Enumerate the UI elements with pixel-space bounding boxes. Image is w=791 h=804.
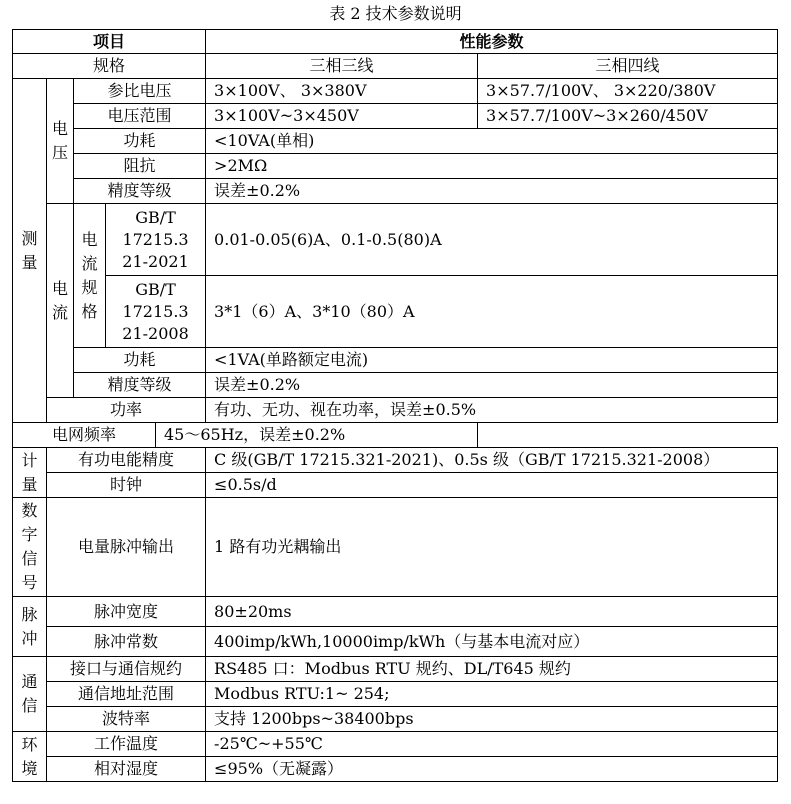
current-2008-value: 3*1（6）A、3*10（80）A [206, 276, 778, 348]
current-accuracy-value: 误差±0.2% [206, 373, 778, 398]
voltage-accuracy-row [13, 179, 778, 204]
comm-iface-row [13, 657, 778, 682]
current-power-row [13, 348, 778, 373]
current-power-label: 功耗 [74, 348, 206, 373]
freq-value: 45～65Hz，误差±0.2% [156, 423, 478, 448]
env-temp-label: 工作温度 [47, 732, 206, 757]
std-2021-line-3: 21-2021 [122, 251, 189, 271]
pulse-width-value: 80±20ms [206, 597, 778, 627]
header-item: 项目 [13, 30, 206, 54]
table-caption: 表 2 技术参数说明 [329, 4, 462, 23]
voltage-group-text: 电 压 [51, 119, 68, 162]
spec-table [12, 29, 778, 782]
voltage-power-row [13, 129, 778, 154]
voltage-range-3w: 3×100V~3×450V [206, 104, 478, 129]
spec-four-wire: 三相四线 [478, 54, 778, 79]
current-group-label [47, 204, 74, 398]
current-2021-row [13, 204, 778, 228]
pulse-out-value: 1 路有功光耦输出 [206, 498, 778, 597]
header-row [13, 30, 778, 54]
freq-label: 电网频率 [13, 423, 156, 448]
comm-addr-row [13, 682, 778, 707]
voltage-ref-4w: 3×57.7/100V、 3×220/380V [478, 79, 778, 104]
pulse-width-label: 脉冲宽度 [47, 597, 206, 627]
voltage-impedance-label: 阻抗 [74, 154, 206, 179]
comm-iface-value: RS485 口：Modbus RTU 规约、DL/T645 规约 [206, 657, 778, 682]
pulse-const-value: 400imp/kWh,10000imp/kWh（与基本电流对应） [206, 627, 778, 657]
current-power-value: <1VA(单路额定电流) [206, 348, 778, 373]
pulse-group-text: 脉 冲 [21, 604, 38, 648]
current-spec-label [74, 204, 106, 348]
comm-addr-label: 通信地址范围 [47, 682, 206, 707]
pulse-const-row [13, 627, 778, 657]
voltage-accuracy-label: 精度等级 [74, 179, 206, 204]
voltage-range-label: 电压范围 [74, 104, 206, 129]
env-temp-row [13, 732, 778, 757]
pulse-const-label: 脉冲常数 [47, 627, 206, 657]
metering-clock-label: 时钟 [47, 473, 206, 498]
freq-row [13, 423, 778, 448]
std-2021-line-2: 17215.3 [122, 229, 189, 249]
current-2021-value: 0.01-0.05(6)A、0.1-0.5(80)A [206, 204, 778, 276]
spec-three-wire: 三相三线 [206, 54, 478, 79]
std-2008-line-1: GB/T [135, 279, 176, 299]
digital-group-text: 数 字 信 号 [21, 501, 38, 592]
current-accuracy-label: 精度等级 [74, 373, 206, 398]
voltage-impedance-row [13, 154, 778, 179]
power-row [13, 398, 778, 423]
std-2008 [106, 276, 206, 348]
current-2008-row [13, 276, 778, 300]
comm-addr-value: Modbus RTU:1~ 254; [206, 682, 778, 707]
measure-group-label [13, 79, 47, 423]
std-2021 [106, 204, 206, 276]
voltage-ref-row [13, 79, 778, 104]
comm-group-label [13, 657, 47, 732]
pulse-group-label [13, 597, 47, 657]
spec-label: 规格 [13, 54, 206, 79]
metering-energy-label: 有功电能精度 [47, 448, 206, 473]
env-group-label [13, 732, 47, 782]
current-group-text: 电 流 [51, 278, 68, 322]
voltage-range-row [13, 104, 778, 129]
header-performance: 性能参数 [206, 30, 778, 54]
voltage-range-4w: 3×57.7/100V~3×260/450V [478, 104, 778, 129]
metering-group-text: 计 量 [21, 450, 38, 494]
metering-group-label [13, 448, 47, 498]
env-humid-row [13, 757, 778, 782]
digital-group-label [13, 498, 47, 597]
power-label: 功率 [47, 398, 206, 423]
metering-clock-value: ≤0.5s/d [206, 473, 778, 498]
comm-baud-row [13, 707, 778, 732]
env-humid-value: ≤95%（无凝露） [206, 757, 778, 782]
metering-energy-row [13, 448, 778, 473]
voltage-impedance-value: >2MΩ [206, 154, 778, 179]
std-2008-line-2: 17215.3 [122, 301, 189, 321]
voltage-ref-3w: 3×100V、 3×380V [206, 79, 478, 104]
measure-group-text: 测 量 [21, 228, 38, 272]
digital-row [13, 498, 778, 597]
std-2021-line-1: GB/T [135, 207, 176, 227]
voltage-group-label [47, 79, 74, 204]
metering-energy-value: C 级(GB/T 17215.321-2021)、0.5s 级（GB/T 17215.321-2008） [206, 448, 778, 473]
env-group-text: 环 境 [21, 734, 38, 778]
std-2008-line-3: 21-2008 [122, 323, 189, 343]
current-spec-text: 电 流 规 格 [81, 229, 98, 321]
metering-clock-row [13, 473, 778, 498]
comm-iface-label: 接口与通信规约 [47, 657, 206, 682]
power-value: 有功、无功、视在功率，误差±0.5% [206, 398, 778, 423]
comm-group-text: 通 信 [21, 672, 38, 715]
voltage-ref-label: 参比电压 [74, 79, 206, 104]
voltage-accuracy-value: 误差±0.2% [206, 179, 778, 204]
spec-row [13, 54, 778, 79]
comm-baud-value: 支持 1200bps~38400bps [206, 707, 778, 732]
pulse-width-row [13, 597, 778, 627]
voltage-power-label: 功耗 [74, 129, 206, 154]
env-temp-value: -25℃~+55℃ [206, 732, 778, 757]
env-humid-label: 相对湿度 [47, 757, 206, 782]
comm-baud-label: 波特率 [47, 707, 206, 732]
voltage-power-value: <10VA(单相) [206, 129, 778, 154]
current-accuracy-row [13, 373, 778, 398]
pulse-out-label: 电量脉冲输出 [47, 498, 206, 597]
